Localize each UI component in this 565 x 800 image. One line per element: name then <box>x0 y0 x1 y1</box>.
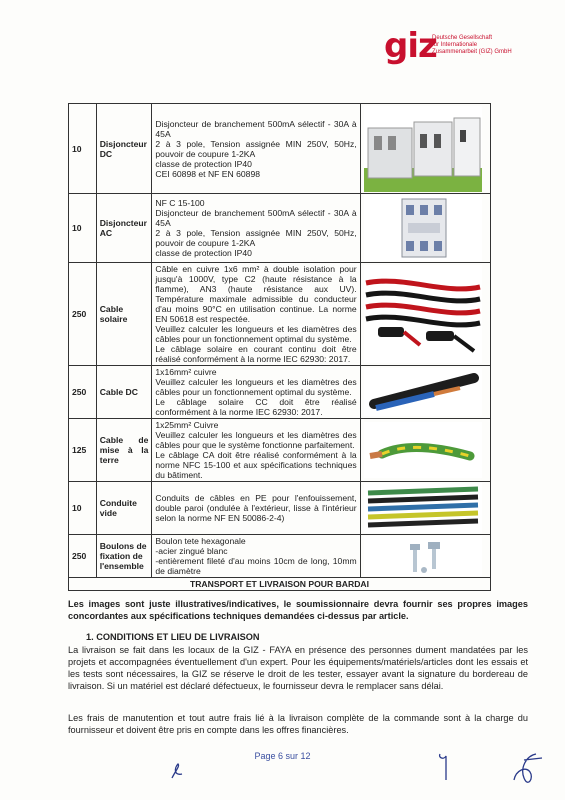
dc-breaker-image <box>364 106 482 192</box>
item-name-cell: Boulons de fixation de l'ensemble <box>96 535 152 578</box>
giz-logo <box>384 28 534 68</box>
paragraph-delivery: La livraison se fait dans les locaux de la GIZ - FAYA en présence des personnes dument mandatées par les projets et accompagnées éventuellement d'un expert. Pour les équipements/matériels/articles dont les essais et les tests sont nécessaires, la GIZ se réserve le droit de les tester, essayer avant la signature du bordereau de livraison. Si un matériel est déclaré défectueux, le fournisseur devra le remplacer sans délai. <box>68 645 528 691</box>
dc-cable-image <box>364 368 482 416</box>
table-row <box>69 104 491 194</box>
product-image-cell <box>360 194 490 263</box>
product-image-cell <box>360 366 490 419</box>
quantity-cell: 10 <box>69 104 97 194</box>
product-image-cell <box>360 104 490 194</box>
description-cell: Boulon tete hexagonale -acier zingué blanc -entièrement fileté d'au moins 10cm de long, 10mm de diamètre <box>152 535 360 578</box>
product-image-cell <box>360 482 490 535</box>
section-heading: 1. CONDITIONS ET LIEU DE LIVRAISON <box>86 632 260 642</box>
item-name-cell: Cable DC <box>96 366 152 419</box>
giz-logo-mark: giz <box>384 26 437 66</box>
quantity-cell: 250 <box>69 366 97 419</box>
ac-breaker-image <box>364 195 482 261</box>
specification-table <box>68 103 491 591</box>
paragraph-costs: Les frais de manutention et tout autre frais lié à la livraison complète de la commande sont à la charge du fournisseur et doivent être pris en compte dans les offres financières. <box>68 713 528 735</box>
description-cell: NF C 15-100 Disjoncteur de branchement 500mA sélectif - 30A à 45A 2 à 3 pole, Tension assignée MIN 250V, 50Hz, pouvoir de coupure 1-2KA classe de protection IP40 <box>152 194 360 263</box>
table-footer: TRANSPORT ET LIVRAISON POUR BARDAI <box>69 578 491 591</box>
conduit-image <box>364 483 482 533</box>
giz-logo-text: Deutsche Gesellschaft für Internationale Zusammenarbeit (GIZ) GmbH <box>432 35 512 55</box>
table-row <box>69 263 491 366</box>
product-image-cell <box>360 535 490 578</box>
item-name-cell: Conduite vide <box>96 482 152 535</box>
ground-cable-image <box>364 422 482 478</box>
quantity-cell: 250 <box>69 263 97 366</box>
initials-signature-3 <box>506 748 546 792</box>
table-row <box>69 366 491 419</box>
description-cell: 1x25mm² Cuivre Veuillez calculer les longueurs et les diamètres des câbles pour que le système fonctionne parfaitement. Le câblage CA doit être réalisé conformément à la norme NFC 15-100 et aux spécifications techniques du bâtiment. <box>152 419 360 482</box>
bolts-image <box>364 536 482 576</box>
quantity-cell: 10 <box>69 482 97 535</box>
table-row <box>69 419 491 482</box>
item-name-cell: Cable de mise à la terre <box>96 419 152 482</box>
quantity-cell: 10 <box>69 194 97 263</box>
product-image-cell <box>360 419 490 482</box>
table-row <box>69 194 491 263</box>
item-name-cell: Disjoncteur AC <box>96 194 152 263</box>
solar-cable-image <box>364 265 482 363</box>
images-note: Les images sont juste illustratives/indicatives, le soumissionnaire devra fournir ses propres images concordantes aux spécifications techniques demandées ci-dessus par article. <box>68 599 528 621</box>
page-number: Page 6 sur 12 <box>254 751 311 761</box>
description-cell: Conduits de câbles en PE pour l'enfouissement, double paroi (ondulée à l'extérieur, lisse à l'intérieur selon la norme NF EN 50086-2-4) <box>152 482 360 535</box>
item-name-cell: Cable solaire <box>96 263 152 366</box>
table-row <box>69 482 491 535</box>
quantity-cell: 125 <box>69 419 97 482</box>
item-name-cell: Disjoncteur DC <box>96 104 152 194</box>
quantity-cell: 250 <box>69 535 97 578</box>
initials-signature-1 <box>168 760 188 782</box>
description-cell: Disjoncteur de branchement 500mA sélectif - 30A à 45A 2 à 3 pole, Tension assignée MIN 250V, 50Hz, pouvoir de coupure 1-2KA classe de protection IP40 CEI 60898 et NF EN 60898 <box>152 104 360 194</box>
description-cell: 1x16mm² cuivre Veuillez calculer les longueurs et les diamètres des câbles pour un fonctionnement optimal du système. Le câblage solaire CC doit être réalisé conformément à la norme IEC 62930: 2017. <box>152 366 360 419</box>
table-footer-row <box>69 578 491 591</box>
initials-signature-2 <box>436 750 450 784</box>
product-image-cell <box>360 263 490 366</box>
description-cell: Câble en cuivre 1x6 mm² à double isolation pour jusqu'à 1000V, type C2 (haute résistance à la flamme), AN3 (haute résistance aux UV). Température maximale admissible du conducteur d'au moins 90°C en utilisation continue. La norme EN 50618 est respectée. Veuillez calculer les longueurs et les diamètres des câbles pour un fonctionnement optimal du système. Le câblage solaire en courant continu doit être réalisé conformément à la norme IEC 62930: 2017. <box>152 263 360 366</box>
table-row <box>69 535 491 578</box>
